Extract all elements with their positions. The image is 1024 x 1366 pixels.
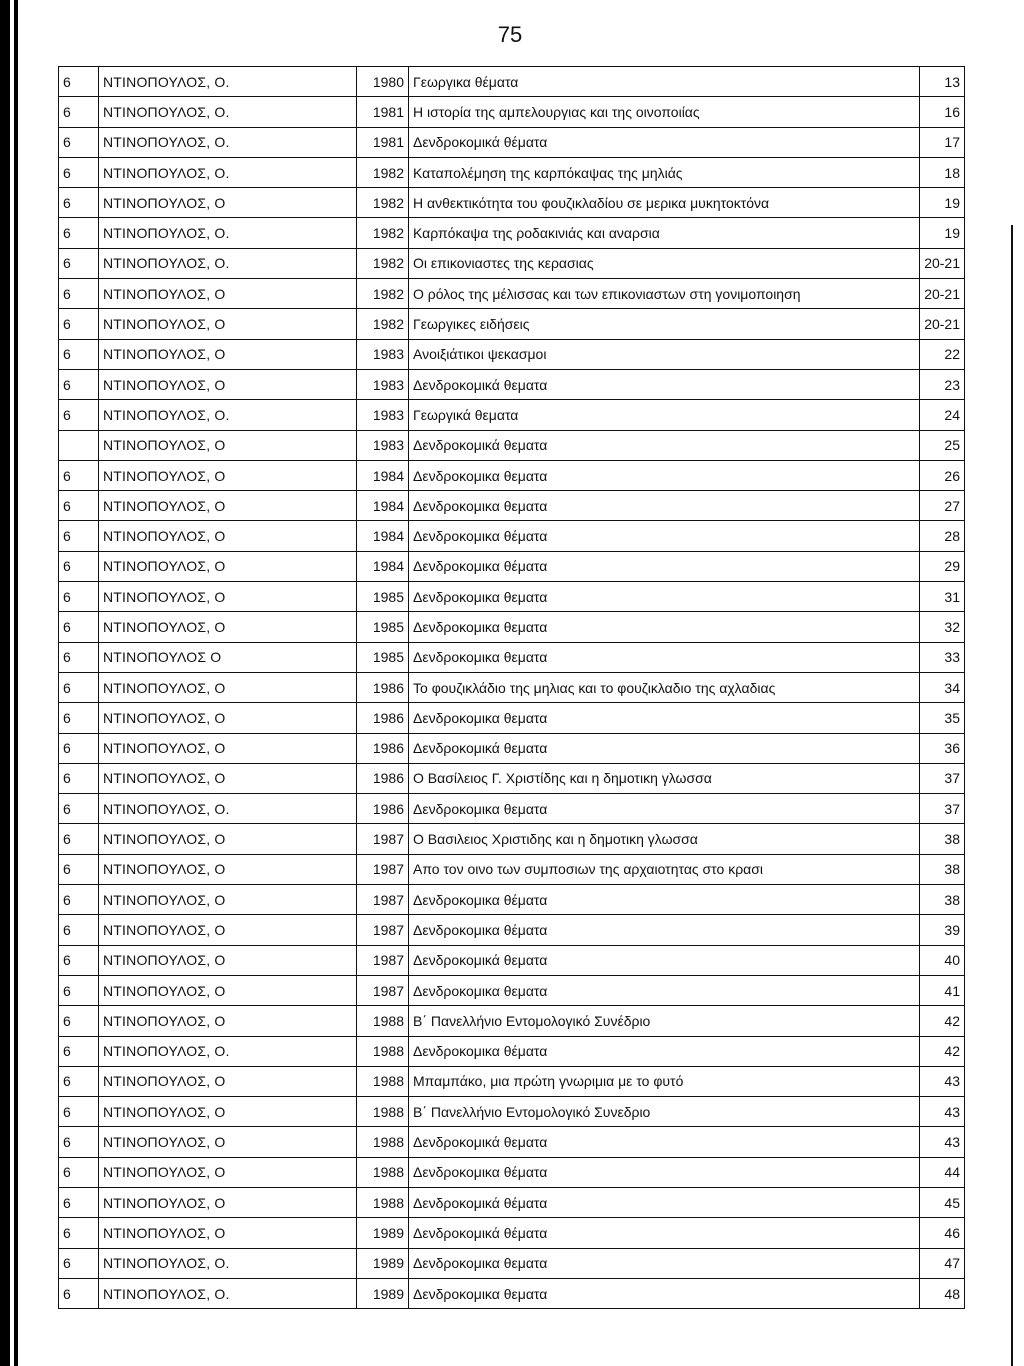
title-cell: Καρπόκαψα της ροδακινιάς και αναρσια xyxy=(409,218,920,248)
author-cell: ΝΤΙΝΟΠΟΥΛΟΣ, Ο. xyxy=(99,157,357,187)
page-cell: 25 xyxy=(920,430,965,460)
page-number: 75 xyxy=(497,22,523,47)
page-cell: 37 xyxy=(920,763,965,793)
title-cell: Δενδροκομικα θεματα xyxy=(409,642,920,672)
title-cell: Μπαμπάκο, μια πρώτη γνωριμια με το φυτό xyxy=(409,1066,920,1096)
year-cell: 1982 xyxy=(357,188,409,218)
table-row xyxy=(59,1127,965,1157)
author-cell: ΝΤΙΝΟΠΟΥΛΟΣ, Ο xyxy=(99,915,357,945)
year-cell: 1985 xyxy=(357,582,409,612)
entry-number-cell: 6 xyxy=(59,127,99,157)
page-cell: 19 xyxy=(920,218,965,248)
year-cell: 1987 xyxy=(357,915,409,945)
table-row xyxy=(59,218,965,248)
author-cell: ΝΤΙΝΟΠΟΥΛΟΣ, Ο xyxy=(99,885,357,915)
author-cell: ΝΤΙΝΟΠΟΥΛΟΣ, Ο xyxy=(99,824,357,854)
scan-left-border xyxy=(0,0,18,1366)
entry-number-cell: 6 xyxy=(59,1157,99,1187)
year-cell: 1981 xyxy=(357,97,409,127)
title-cell: Δενδροκομικα θεματα xyxy=(409,1278,920,1308)
title-cell: Δενδροκομικά θεματα xyxy=(409,430,920,460)
author-cell: ΝΤΙΝΟΠΟΥΛΟΣ, Ο. xyxy=(99,248,357,278)
year-cell: 1986 xyxy=(357,763,409,793)
year-cell: 1982 xyxy=(357,279,409,309)
page-cell: 13 xyxy=(920,67,965,97)
table-row xyxy=(59,915,965,945)
entry-number-cell: 6 xyxy=(59,642,99,672)
author-cell: ΝΤΙΝΟΠΟΥΛΟΣ, Ο xyxy=(99,521,357,551)
table-row xyxy=(59,67,965,97)
table-row xyxy=(59,672,965,702)
page-cell: 38 xyxy=(920,824,965,854)
year-cell: 1987 xyxy=(357,975,409,1005)
table-row xyxy=(59,733,965,763)
author-cell: ΝΤΙΝΟΠΟΥΛΟΣ, Ο xyxy=(99,369,357,399)
year-cell: 1988 xyxy=(357,1036,409,1066)
entry-number-cell: 6 xyxy=(59,460,99,490)
title-cell: Το φουζικλάδιο της μηλιας και το φουζικλαδιο της αχλαδιας xyxy=(409,672,920,702)
author-cell: ΝΤΙΝΟΠΟΥΛΟΣ, Ο xyxy=(99,279,357,309)
title-cell: Δενδροκομικα θεματα xyxy=(409,794,920,824)
author-cell: ΝΤΙΝΟΠΟΥΛΟΣ, Ο xyxy=(99,672,357,702)
title-cell: Δενδροκομικά θέματα xyxy=(409,1187,920,1217)
year-cell: 1982 xyxy=(357,309,409,339)
title-cell: Ανοιξιάτικοι ψεκασμοι xyxy=(409,339,920,369)
title-cell: Δενδροκομικά θεματα xyxy=(409,1127,920,1157)
table-row xyxy=(59,430,965,460)
table-row xyxy=(59,157,965,187)
page-cell: 20-21 xyxy=(920,309,965,339)
table-row xyxy=(59,794,965,824)
entry-number-cell: 6 xyxy=(59,915,99,945)
title-cell: Γεωργικα θέματα xyxy=(409,67,920,97)
author-cell: ΝΤΙΝΟΠΟΥΛΟΣ, Ο. xyxy=(99,67,357,97)
author-cell: ΝΤΙΝΟΠΟΥΛΟΣ, Ο xyxy=(99,1127,357,1157)
year-cell: 1982 xyxy=(357,248,409,278)
title-cell: Δενδροκομικα θέματα xyxy=(409,915,920,945)
entry-number-cell: 6 xyxy=(59,672,99,702)
author-cell: ΝΤΙΝΟΠΟΥΛΟΣ, Ο xyxy=(99,188,357,218)
scan-right-edge-line xyxy=(1011,225,1013,1366)
entry-number-cell: 6 xyxy=(59,1248,99,1278)
year-cell: 1984 xyxy=(357,521,409,551)
title-cell: Η ανθεκτικότητα του φουζικλαδίου σε μερικα μυκητοκτόνα xyxy=(409,188,920,218)
author-cell: ΝΤΙΝΟΠΟΥΛΟΣ, Ο xyxy=(99,1218,357,1248)
entry-number-cell: 6 xyxy=(59,1066,99,1096)
author-cell: ΝΤΙΝΟΠΟΥΛΟΣ, Ο xyxy=(99,551,357,581)
table-row xyxy=(59,582,965,612)
table-row xyxy=(59,339,965,369)
title-cell: Δενδροκομικα θέματα xyxy=(409,1157,920,1187)
table-row xyxy=(59,854,965,884)
title-cell: Δενδροκομικά θεματα xyxy=(409,369,920,399)
page-cell: 22 xyxy=(920,339,965,369)
title-cell: Η ιστορία της αμπελουργιας και της οινοποιίας xyxy=(409,97,920,127)
entry-number-cell: 6 xyxy=(59,1006,99,1036)
entry-number-cell: 6 xyxy=(59,703,99,733)
page-cell: 37 xyxy=(920,794,965,824)
entry-number-cell: 6 xyxy=(59,67,99,97)
author-cell: ΝΤΙΝΟΠΟΥΛΟΣ, Ο. xyxy=(99,127,357,157)
table-row xyxy=(59,1036,965,1066)
table-row xyxy=(59,551,965,581)
year-cell: 1989 xyxy=(357,1248,409,1278)
year-cell: 1983 xyxy=(357,339,409,369)
year-cell: 1984 xyxy=(357,491,409,521)
entry-number-cell: 6 xyxy=(59,97,99,127)
entry-number-cell: 6 xyxy=(59,218,99,248)
page-cell: 38 xyxy=(920,854,965,884)
entry-number-cell: 6 xyxy=(59,188,99,218)
author-cell: ΝΤΙΝΟΠΟΥΛΟΣ, Ο. xyxy=(99,1036,357,1066)
title-cell: Απο τον οινο των συμποσιων της αρχαιοτητας στο κρασι xyxy=(409,854,920,884)
entry-number-cell: 6 xyxy=(59,945,99,975)
author-cell: ΝΤΙΝΟΠΟΥΛΟΣ, Ο. xyxy=(99,400,357,430)
page-cell: 38 xyxy=(920,885,965,915)
year-cell: 1983 xyxy=(357,430,409,460)
page-cell: 35 xyxy=(920,703,965,733)
page-cell: 42 xyxy=(920,1006,965,1036)
entry-number-cell: 6 xyxy=(59,369,99,399)
year-cell: 1982 xyxy=(357,157,409,187)
entry-number-cell: 6 xyxy=(59,1036,99,1066)
entry-number-cell: 6 xyxy=(59,309,99,339)
page-cell: 41 xyxy=(920,975,965,1005)
entry-number-cell xyxy=(59,430,99,460)
entry-number-cell: 6 xyxy=(59,1097,99,1127)
author-cell: ΝΤΙΝΟΠΟΥΛΟΣ, Ο xyxy=(99,460,357,490)
author-cell: ΝΤΙΝΟΠΟΥΛΟΣ, Ο. xyxy=(99,97,357,127)
page-cell: 26 xyxy=(920,460,965,490)
title-cell: Δενδροκομικα θέματα xyxy=(409,885,920,915)
page-cell: 48 xyxy=(920,1278,965,1308)
title-cell: Ο Βασιλειος Χριστιδης και η δημοτικη γλωσσα xyxy=(409,824,920,854)
entry-number-cell: 6 xyxy=(59,1187,99,1217)
scan-left-border-gap xyxy=(10,0,14,1366)
title-cell: Δενδροκομικα θεματα xyxy=(409,975,920,1005)
year-cell: 1983 xyxy=(357,400,409,430)
title-cell: Δενδροκομικα θεματα xyxy=(409,612,920,642)
page-cell: 39 xyxy=(920,915,965,945)
title-cell: Καταπολέμηση της καρπόκαψας της μηλιάς xyxy=(409,157,920,187)
page-cell: 45 xyxy=(920,1187,965,1217)
table-row xyxy=(59,1278,965,1308)
entry-number-cell: 6 xyxy=(59,1218,99,1248)
entry-number-cell: 6 xyxy=(59,157,99,187)
author-cell: ΝΤΙΝΟΠΟΥΛΟΣ, Ο xyxy=(99,1097,357,1127)
title-cell: Δενδροκομικά θεματα xyxy=(409,945,920,975)
title-cell: Οι επικονιαστες της κερασιας xyxy=(409,248,920,278)
year-cell: 1986 xyxy=(357,794,409,824)
entry-number-cell: 6 xyxy=(59,975,99,1005)
page-cell: 44 xyxy=(920,1157,965,1187)
entry-number-cell: 6 xyxy=(59,248,99,278)
year-cell: 1984 xyxy=(357,460,409,490)
author-cell: ΝΤΙΝΟΠΟΥΛΟΣ, Ο xyxy=(99,1157,357,1187)
author-cell: ΝΤΙΝΟΠΟΥΛΟΣ, Ο. xyxy=(99,1248,357,1278)
author-cell: ΝΤΙΝΟΠΟΥΛΟΣ, Ο xyxy=(99,612,357,642)
author-cell: ΝΤΙΝΟΠΟΥΛΟΣ, Ο xyxy=(99,1187,357,1217)
author-cell: ΝΤΙΝΟΠΟΥΛΟΣ, Ο. xyxy=(99,794,357,824)
table-row xyxy=(59,975,965,1005)
table-row xyxy=(59,1157,965,1187)
author-cell: ΝΤΙΝΟΠΟΥΛΟΣ, Ο. xyxy=(99,218,357,248)
year-cell: 1989 xyxy=(357,1218,409,1248)
table-row xyxy=(59,127,965,157)
table-row xyxy=(59,1006,965,1036)
author-cell: ΝΤΙΝΟΠΟΥΛΟΣ, Ο. xyxy=(99,1278,357,1308)
page-cell: 18 xyxy=(920,157,965,187)
entry-number-cell: 6 xyxy=(59,612,99,642)
title-cell: Δενδροκομικα θεματα xyxy=(409,491,920,521)
page-cell: 23 xyxy=(920,369,965,399)
table-row xyxy=(59,460,965,490)
table-row xyxy=(59,885,965,915)
entry-number-cell: 6 xyxy=(59,521,99,551)
table-row xyxy=(59,279,965,309)
page-cell: 46 xyxy=(920,1218,965,1248)
table-row xyxy=(59,1187,965,1217)
entry-number-cell: 6 xyxy=(59,885,99,915)
page-cell: 20-21 xyxy=(920,248,965,278)
entry-number-cell: 6 xyxy=(59,582,99,612)
title-cell: Δενδροκομικά θεματα xyxy=(409,733,920,763)
table-row xyxy=(59,703,965,733)
page-cell: 40 xyxy=(920,945,965,975)
year-cell: 1986 xyxy=(357,672,409,702)
page-cell: 20-21 xyxy=(920,279,965,309)
page-cell: 43 xyxy=(920,1097,965,1127)
year-cell: 1985 xyxy=(357,642,409,672)
author-cell: ΝΤΙΝΟΠΟΥΛΟΣ, Ο xyxy=(99,582,357,612)
entry-number-cell: 6 xyxy=(59,491,99,521)
table-row xyxy=(59,824,965,854)
year-cell: 1988 xyxy=(357,1127,409,1157)
table-row xyxy=(59,1218,965,1248)
year-cell: 1987 xyxy=(357,885,409,915)
entry-number-cell: 6 xyxy=(59,763,99,793)
title-cell: Ο ρόλος της μέλισσας και των επικονιαστων στη γονιμοποιηση xyxy=(409,279,920,309)
year-cell: 1981 xyxy=(357,127,409,157)
table-row xyxy=(59,612,965,642)
page-cell: 16 xyxy=(920,97,965,127)
title-cell: Β΄ Πανελλήνιο Εντομολογικό Συνέδριο xyxy=(409,1006,920,1036)
author-cell: ΝΤΙΝΟΠΟΥΛΟΣ, Ο xyxy=(99,430,357,460)
year-cell: 1985 xyxy=(357,612,409,642)
year-cell: 1983 xyxy=(357,369,409,399)
page-cell: 19 xyxy=(920,188,965,218)
table-row xyxy=(59,97,965,127)
title-cell: Δενδροκομικα θέματα xyxy=(409,551,920,581)
bibliography-table xyxy=(58,66,965,1309)
year-cell: 1987 xyxy=(357,824,409,854)
year-cell: 1988 xyxy=(357,1066,409,1096)
page-cell: 43 xyxy=(920,1066,965,1096)
entry-number-cell: 6 xyxy=(59,824,99,854)
page-cell: 42 xyxy=(920,1036,965,1066)
table-row xyxy=(59,1248,965,1278)
title-cell: Δενδροκομικα θεματα xyxy=(409,1248,920,1278)
entry-number-cell: 6 xyxy=(59,1127,99,1157)
table-row xyxy=(59,309,965,339)
page-cell: 34 xyxy=(920,672,965,702)
author-cell: ΝΤΙΝΟΠΟΥΛΟΣ, Ο xyxy=(99,339,357,369)
title-cell: Δενδροκομικά θέματα xyxy=(409,127,920,157)
page-cell: 43 xyxy=(920,1127,965,1157)
table-row xyxy=(59,248,965,278)
page-cell: 27 xyxy=(920,491,965,521)
title-cell: Γεωργικες ειδήσεις xyxy=(409,309,920,339)
author-cell: ΝΤΙΝΟΠΟΥΛΟΣ, Ο xyxy=(99,1006,357,1036)
title-cell: Δενδροκομικα θεματα xyxy=(409,460,920,490)
author-cell: ΝΤΙΝΟΠΟΥΛΟΣ, Ο xyxy=(99,763,357,793)
year-cell: 1982 xyxy=(357,218,409,248)
author-cell: ΝΤΙΝΟΠΟΥΛΟΣ, Ο xyxy=(99,491,357,521)
table-row xyxy=(59,188,965,218)
entry-number-cell: 6 xyxy=(59,794,99,824)
year-cell: 1989 xyxy=(357,1278,409,1308)
title-cell: Δενδροκομικα θέματα xyxy=(409,1036,920,1066)
author-cell: ΝΤΙΝΟΠΟΥΛΟΣ, Ο xyxy=(99,309,357,339)
title-cell: Δενδροκομικά θέματα xyxy=(409,1218,920,1248)
author-cell: ΝΤΙΝΟΠΟΥΛΟΣ, Ο xyxy=(99,703,357,733)
table-row xyxy=(59,642,965,672)
page-cell: 29 xyxy=(920,551,965,581)
table-row xyxy=(59,1066,965,1096)
entry-number-cell: 6 xyxy=(59,733,99,763)
table-row xyxy=(59,1097,965,1127)
entry-number-cell: 6 xyxy=(59,400,99,430)
entry-number-cell: 6 xyxy=(59,1278,99,1308)
title-cell: Δενδροκομικα θεματα xyxy=(409,703,920,733)
year-cell: 1986 xyxy=(357,733,409,763)
author-cell: ΝΤΙΝΟΠΟΥΛΟΣ, Ο xyxy=(99,1066,357,1096)
year-cell: 1986 xyxy=(357,703,409,733)
title-cell: Δενδροκομικα θεματα xyxy=(409,582,920,612)
year-cell: 1987 xyxy=(357,945,409,975)
table-row xyxy=(59,491,965,521)
author-cell: ΝΤΙΝΟΠΟΥΛΟΣ, Ο xyxy=(99,945,357,975)
title-cell: Δενδροκομικα θέματα xyxy=(409,521,920,551)
entry-number-cell: 6 xyxy=(59,279,99,309)
year-cell: 1984 xyxy=(357,551,409,581)
page-cell: 17 xyxy=(920,127,965,157)
year-cell: 1988 xyxy=(357,1187,409,1217)
entry-number-cell: 6 xyxy=(59,854,99,884)
bibliography-table-body xyxy=(59,67,965,1309)
year-cell: 1987 xyxy=(357,854,409,884)
author-cell: ΝΤΙΝΟΠΟΥΛΟΣ, Ο xyxy=(99,975,357,1005)
year-cell: 1988 xyxy=(357,1097,409,1127)
page-cell: 32 xyxy=(920,612,965,642)
year-cell: 1988 xyxy=(357,1006,409,1036)
table-row xyxy=(59,945,965,975)
title-cell: Ο Βασίλειος Γ. Χριστίδης και η δημοτικη γλωσσα xyxy=(409,763,920,793)
author-cell: ΝΤΙΝΟΠΟΥΛΟΣ, Ο xyxy=(99,733,357,763)
year-cell: 1980 xyxy=(357,67,409,97)
year-cell: 1988 xyxy=(357,1157,409,1187)
table-row xyxy=(59,521,965,551)
page-cell: 33 xyxy=(920,642,965,672)
page-cell: 31 xyxy=(920,582,965,612)
page-cell: 28 xyxy=(920,521,965,551)
entry-number-cell: 6 xyxy=(59,551,99,581)
page-cell: 36 xyxy=(920,733,965,763)
title-cell: Γεωργικά θεματα xyxy=(409,400,920,430)
author-cell: ΝΤΙΝΟΠΟΥΛΟΣ, Ο xyxy=(99,854,357,884)
page-cell: 24 xyxy=(920,400,965,430)
author-cell: ΝΤΙΝΟΠΟΥΛΟΣ Ο xyxy=(99,642,357,672)
table-row xyxy=(59,763,965,793)
table-row xyxy=(59,369,965,399)
page-cell: 47 xyxy=(920,1248,965,1278)
entry-number-cell: 6 xyxy=(59,339,99,369)
title-cell: Β΄ Πανελλήνιο Εντομολογικό Συνεδριο xyxy=(409,1097,920,1127)
table-row xyxy=(59,400,965,430)
